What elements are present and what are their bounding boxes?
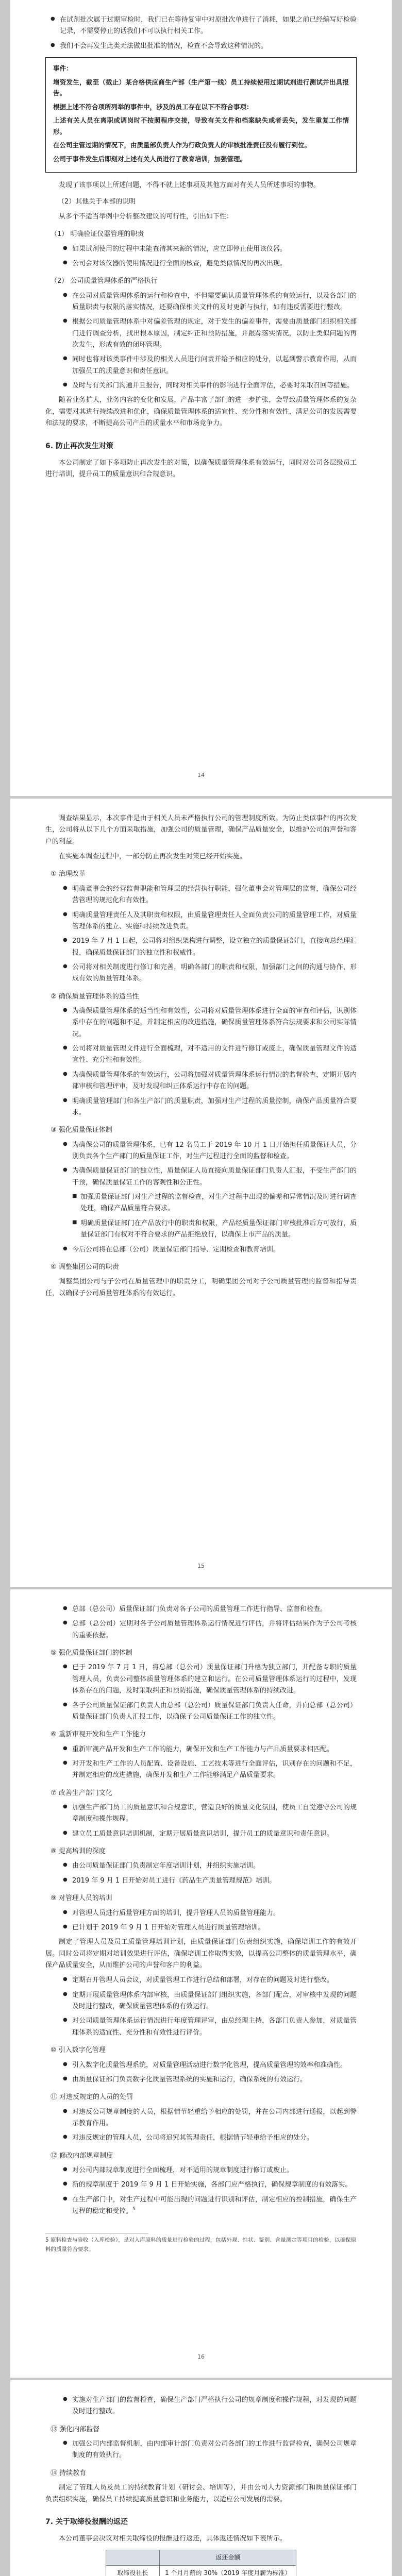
group-number: ⑩ bbox=[51, 2046, 57, 2055]
group-label: 调整集团公司的职责 bbox=[58, 1263, 119, 1271]
list bbox=[45, 1908, 357, 1934]
paragraph: 调查结果显示，本次事件是由于相关人员未严格执行公司的管理制度所致。为防止类似事件的再次发生，公司将从以下几个方面采取措施，加强公司的质量管理，确保产品质量安全，以维护公司的声誉和客户的利益。 bbox=[45, 815, 357, 845]
group-number: ③ bbox=[51, 1126, 57, 1134]
table-cell: 1 个月月薪的 30%（2019 年度月薪为标准） bbox=[160, 2565, 296, 2576]
paragraph: 调整集团公司与子公司在质量管理中的职责分工，明确集团公司对子公司质量管理的监督和指导责任，以确保子公司质量管理体系的有效运行。 bbox=[45, 1278, 357, 1297]
sub-list-item: ■ 明确质量保证部门在产品放行中的职责和权限，产品经质量保证部门审核批准后方可放行，质量保证部门有权对不符合要求的产品拒绝放行，以确保上市产品的质量。 bbox=[58, 1218, 357, 1241]
group-title bbox=[45, 2150, 357, 2162]
list bbox=[45, 2438, 357, 2462]
section-heading: 6. 防止再次发生对策 bbox=[45, 442, 113, 450]
list bbox=[45, 2194, 357, 2217]
table-cell: 取缔役社长 bbox=[106, 2565, 159, 2576]
list-item: ● 如果试剂使用的过程中未能查清其来源的情况，应立即停止使用该仪器。 bbox=[58, 244, 357, 255]
group-title bbox=[45, 991, 357, 1003]
list-item: ● 明确质量管理部门和各生产部门的质量职责，加强对生产过程的质量控制，确保产品质量符合要求。 bbox=[58, 1096, 357, 1119]
group-title bbox=[45, 276, 357, 287]
list bbox=[45, 1140, 357, 1256]
list-item: ● 加强生产部门员工的质量意识和合规意识，营造良好的质量文化氛围，使员工自觉遵守公司的规章制度和操作规程。 bbox=[58, 1802, 357, 1825]
group-title bbox=[45, 1262, 357, 1273]
page-number: 16 bbox=[197, 2353, 205, 2361]
list-item: ● 已于 2019 年 7 月 1 日，将总部（总公司）质量保证部门升格为独立部门，并配备专职的质量管理人员，负责公司整体质量管理体系的建立和运行。在公司质量管理体系运行的过程中，发现体系存在的问题，及时采取纠正和预防措施，确保质量管理体系的持续改进。 bbox=[58, 1662, 357, 1697]
document-page-16 bbox=[10, 1589, 392, 2378]
paragraph: 本公司制定了如下多项防止再次发生的对策，以确保质量管理体系有效运行，同时对公司各层级员工进行培训，提升员工的质量意识和合规意识。 bbox=[45, 459, 357, 478]
paragraph: 制定了管理人员及员工质量管理培训计划，由质量保证部门负责组织实施，确保培训工作的有效开展。同时公司将定期对培训效果进行评估，确保培训工作取得实效，以提高公司整体的质量管理水平，确保产品质量安全，从而维护公司的声誉和客户的利益。 bbox=[45, 1938, 357, 1969]
group-title bbox=[45, 1729, 357, 1740]
list-item: ● 对违反规定的管理人员，公司将追究其管理责任，根据情节轻重给予相应的处分。 bbox=[58, 2132, 357, 2144]
list-item: ● 由公司质量保证部门负责制定年度培训计划，并组织实施培训。 bbox=[58, 1860, 357, 1872]
list bbox=[45, 1860, 357, 1887]
list-item: ● 实施对生产部门的监督检查，确保生产部门严格执行公司的规章制度和操作规程，对发现的问题及时进行整改。 bbox=[58, 2395, 357, 2418]
list-item: ● 2019 年 9 月 1 日开始对员工进行《药品生产质量管理规范》培训。 bbox=[58, 1875, 357, 1887]
list-item: ● 公司将对相关制度进行修订和完善，明确各部门的职责和权限，加强部门之间的沟通与协作，形成有效的质量管理体系。 bbox=[58, 962, 357, 985]
footnote: 5 原料检查与验收（入库检验），是对入库原料的质量进行检验的过程，包括外观、性状、鉴别、含量测定等项目的检验，以确保原料的质量符合要求。 bbox=[45, 2236, 357, 2252]
list bbox=[45, 884, 357, 985]
list-item-text: 在生产部门中，对生产过程中可能出现的问题进行识别和评估，制定相应的控制措施，确保生产过程的稳定和受控。 bbox=[72, 2195, 357, 2215]
page-number: 14 bbox=[197, 772, 205, 779]
group-label: 对管理人员的培训 bbox=[58, 1894, 112, 1903]
incident-box-line: 公司于事件发生后即刻对上述有关人员进行了教育培训，加强管理。 bbox=[53, 155, 247, 163]
group-number: ⑬ bbox=[51, 2425, 58, 2433]
list-item: ● 2019 年 7 月 1 日起，公司将对组织架构进行调整，设立独立的质量保证部门，直接向总经理汇报，确保质量保证部门的独立性和权威性。 bbox=[58, 936, 357, 959]
list-item: ● 由质量保证部门负责数字化质量管理系统的实施和运行，确保系统的有效运行。 bbox=[58, 2074, 357, 2086]
paragraph: 从多个不适当举例中分析整改建议的可行性，引出如下性： bbox=[59, 212, 233, 221]
group-number: ⑪ bbox=[51, 2093, 58, 2102]
group-title bbox=[45, 2092, 357, 2103]
group-label: 明确验证仪器管理的职责 bbox=[70, 230, 144, 239]
list-item: ● 各子公司质量保证部门负责人由总部（总公司）质量保证部门负责人任命，并向总部（总公司）质量保证部门负责人汇报工作，以确保子公司质量保证工作的独立性。 bbox=[58, 1700, 357, 1723]
list-item bbox=[58, 2194, 357, 2217]
list-item: ● 同时也将对该类事件中涉及的相关人员进行问责并给予相应的处分，以起到警示教育作用，从而加强员工的质量意识和责任意识。 bbox=[58, 354, 357, 377]
subsection-title: （2）其他关于本部的说明 bbox=[58, 198, 136, 206]
group-number: ⑧ bbox=[51, 1848, 57, 1856]
group-number: ④ bbox=[51, 1263, 57, 1271]
list bbox=[45, 1604, 357, 1641]
group-label: 确保质量管理体系的适当性 bbox=[58, 992, 139, 1001]
group-label: 对违反规定的人员的处罚 bbox=[59, 2093, 133, 2102]
list bbox=[45, 2165, 357, 2191]
page-number: 15 bbox=[197, 1563, 205, 1570]
group-title bbox=[45, 869, 357, 880]
list bbox=[45, 2060, 357, 2086]
list-item: ● 为确保质量管理体系的有效运行，公司将加强对质量管理体系运行情况的监督检查，定期开展内部审核和管理评审，及时发现和纠正体系运行中存在的问题。 bbox=[58, 1070, 357, 1093]
group-number: ⑥ bbox=[51, 1731, 57, 1739]
list-item: ● 定期召开管理人员会议，对质量管理工作进行总结和部署，对存在的问题及时进行整改。 bbox=[58, 1975, 357, 1986]
group-label: 持续教育 bbox=[59, 2469, 87, 2477]
list-item: ● 明确质量管理责任人及其职责和权限，由质量管理责任人全面负责公司的质量管理工作，对质量管理体系的建立、实施和持续改进负责。 bbox=[58, 910, 357, 933]
paragraph: 本公司董事会决议对相关取缔役的报酬进行返还，具体返还情况如下表所示。 bbox=[59, 2534, 287, 2543]
list bbox=[45, 244, 357, 270]
list-item: ● 建立员工质量意识培训机制，定期开展质量意识培训，提升员工的质量意识和责任意识。 bbox=[58, 1828, 357, 1840]
group-title bbox=[45, 1125, 357, 1136]
list bbox=[45, 1975, 357, 2039]
group-label: 强化质量保证部门的体制 bbox=[58, 1649, 132, 1657]
footnote-reference: 5 bbox=[132, 2207, 136, 2212]
group-number: （1） bbox=[51, 230, 69, 239]
list bbox=[45, 291, 357, 392]
group-title bbox=[45, 1648, 357, 1659]
list-item: ● 为确保公司的质量管理体系，已有 12 名员工于 2019 年 10 月 1 日开始担任质量保证人员，分别负责各个生产部门的质量保证工作，对生产过程进行全面的监督和检查。 bbox=[58, 1140, 357, 1163]
list-item: ● 我们不会再发生此类无法做出批准的情况，检查不会导致这种情况的。 bbox=[45, 41, 357, 52]
list-item: ● 引入数字化质量管理系统，对质量管理活动进行数字化管理，提高质量管理的效率和准确性。 bbox=[58, 2060, 357, 2071]
incident-box-line: 根据上述不符合项所列举的事件中，涉及的员工存在以下不符合事项： bbox=[53, 103, 253, 111]
document-page-14 bbox=[10, 0, 392, 796]
paragraph: 随着业务扩大，业务内容的变化和发展，产品丰富了部门的进一步扩张，会导致质量管理体系的复杂化，需要对其进行持续改进和优化，确保质量管理体系的适宜性、充分性和有效性，满足公司的发展需要和法规的要求，不断提高公司产品的质量水平和市场竞争力。 bbox=[45, 396, 357, 428]
list-item: ● 对管理人员进行质量管理方面的培训，提升管理人员的质量管理能力。 bbox=[58, 1908, 357, 1919]
list-item: ● 根据公司质量管理体系中对偏差管理的规定，对于发生的偏差事件，需要由质量部门组织相关部门进行调查分析，找出根本原因，制定纠正和预防措施，并跟踪落实情况，以防止类似问题的再次发生，形成有效的闭环管理。 bbox=[58, 316, 357, 351]
group-number: ⑤ bbox=[51, 1649, 57, 1657]
incident-box-line: 增资发生，截至（截止）某合格供应商生产部（生产第一线）员工持续使用过期试剂进行测试并出具报告。 bbox=[53, 78, 349, 97]
list-item: ● 及时与有关部门沟通并且报告，同时对相关事件的影响进行全面评估，必要时采取召回等措施。 bbox=[58, 380, 357, 392]
list-item: ● 公司将对质量管理文件进行全面梳理，对不适用的文件进行修订或废止，确保质量管理文件的适宜性、充分性和有效性。 bbox=[58, 1043, 357, 1066]
group-label: 修改内部规章制度 bbox=[59, 2151, 113, 2160]
list bbox=[45, 1802, 357, 1840]
paragraph: 在实施本调查过程中，一部分防止再次发生对策已经开始实施。 bbox=[59, 853, 247, 861]
list-item: ● 定期开展质量管理体系内部审核，由质量保证部门组织实施，各部门配合，对审核中发现的问题及时进行整改，确保质量管理体系的有效运行。 bbox=[58, 1990, 357, 2013]
incident-box bbox=[45, 57, 357, 173]
group-number: ⑫ bbox=[51, 2151, 58, 2160]
list-item: ● 对违反公司规章制度的人员，根据情节轻重给予相应的处罚，并在公司内部进行通报，以起到警示教育作用。 bbox=[58, 2107, 357, 2130]
list-item: ● 新的规章制度于 2019 年 9 月 1 日开始实施，各部门应严格执行，确保规章制度的有效落实。 bbox=[58, 2179, 357, 2191]
list-item: ● 在试剂批次属于过期审检时，我们已在等待复审中对原批次单进行了消耗，如果之前已经编写好检验记录，不需要停止的话我们不可以执行相关工作。 bbox=[45, 14, 357, 38]
list bbox=[45, 1744, 357, 1782]
list-item: ● 为确保质量管理体系的适当性和有效性，公司将对质量管理体系进行全面的审查和评估，识别体系中存在的问题和不足，并制定相应的改进措施，确保质量管理体系符合法规要求和公司实际情况。 bbox=[58, 1006, 357, 1040]
group-label: 强化质量保证体制 bbox=[58, 1126, 112, 1134]
group-title bbox=[45, 2045, 357, 2056]
list-item: ● 对公司内部规章制度进行全面梳理，对不适用的规章制度进行修订或废止。 bbox=[58, 2165, 357, 2176]
group-label: 改善生产部门文化 bbox=[58, 1789, 112, 1797]
group-number: ⑨ bbox=[51, 1894, 57, 1903]
group-label: 治理改革 bbox=[58, 870, 86, 878]
list-item: ● 对公司质量管理体系运行情况进行年度管理评审，由总经理主持，各部门负责人参加，对质量管理体系的适宜性、充分性和有效性进行评价。 bbox=[58, 2015, 357, 2039]
paragraph: 制定了管理人员及员工的持续教育计划（研讨会、培训等），并由公司人力资源部门和质量保证部门负责组织实施，确保员工持续提高质量意识和业务能力，以适应公司发展的需要。 bbox=[45, 2484, 357, 2503]
table-row bbox=[106, 2565, 296, 2576]
list-item: ● 对开发和生产工作的人员配置、设备设施、工艺技术等进行全面评估，识别存在的问题和不足，并制定相应的改进措施，确保开发和生产工作能够满足产品质量要求。 bbox=[58, 1758, 357, 1782]
list bbox=[45, 1662, 357, 1723]
list-item: ● 已计划于 2019 年 9 月 1 日开始对管理人员进行质量管理培训。 bbox=[58, 1922, 357, 1934]
group-number: ⑦ bbox=[51, 1789, 57, 1797]
table-header-cell bbox=[106, 2550, 159, 2566]
group-title bbox=[45, 2424, 357, 2435]
list-item: ● 明确董事会的经营监督职能和管理层的经营执行职能，强化董事会对管理层的监督，确保公司经营管理的规范化和有效性。 bbox=[58, 884, 357, 907]
paragraph: 发现了该事项以上所述问题，不得不就上述事项及其他方面对有关人员所述事项的事物。 bbox=[59, 181, 321, 190]
remuneration-table bbox=[106, 2550, 297, 2576]
incident-box-title: 事件： bbox=[53, 64, 73, 73]
sub-list-item: ■ 加强质量保证部门对生产过程的监督检查，对生产过程中出现的偏差和异常情况及时进行调查处理，确保产品质量符合要求。 bbox=[58, 1192, 357, 1215]
group-number: ⑭ bbox=[51, 2469, 58, 2477]
group-number: ① bbox=[51, 870, 57, 878]
group-title bbox=[45, 1846, 357, 1857]
list-item: ● 为确保质量保证部门的独立性，质量保证人员直接向质量保证部门负责人汇报，不受生产部门的干预，确保质量保证工作的客观性和公正性。 bbox=[58, 1165, 357, 1189]
list-item: ● 加强公司内部监督机制，由内部审计部门负责对公司各部门的工作进行监督检查，确保公司规章制度的有效执行。 bbox=[58, 2438, 357, 2462]
group-label: 强化内部监督 bbox=[59, 2425, 100, 2433]
group-label: 引入数字化管理 bbox=[58, 2046, 106, 2055]
group-number: ② bbox=[51, 992, 57, 1001]
list bbox=[45, 2395, 357, 2418]
list-item: ● 总部（总公司）质量保证部门负责对各子公司的质量管理工作进行指导、监督和检查。 bbox=[58, 1604, 357, 1615]
list bbox=[45, 1006, 357, 1118]
group-title bbox=[45, 229, 357, 240]
group-title bbox=[45, 1788, 357, 1799]
group-label: 提高培训的深度 bbox=[58, 1848, 106, 1856]
section-heading: 7. 关于取缔役报酬的返还 bbox=[45, 2517, 128, 2526]
list bbox=[45, 2107, 357, 2144]
list-item: ● 公司会对该仪器的使用情况进行全面的核查，避免类似情况的再次出现。 bbox=[58, 258, 357, 269]
document-page-15 bbox=[10, 799, 392, 1587]
group-title bbox=[45, 2468, 357, 2479]
list-item: ● 总部（总公司）定期对各子公司质量管理体系运行情况进行评估，并将评估结果作为子公司考核的重要依据。 bbox=[58, 1618, 357, 1641]
incident-box-line: 在公司主管过期的情况下，由质量部负责人作为行政负责人的审核批准责任没有履行到位。 bbox=[53, 141, 311, 149]
group-number: （2） bbox=[51, 277, 69, 285]
list-item: ● 今后公司将在总部（公司）质量保证部门指导、定期检查和教育培训。 bbox=[58, 1244, 357, 1256]
list-item: ● 重新审视产品开发和生产工作的能力，确保开发和生产工作能力与产品质量要求相匹配。 bbox=[58, 1744, 357, 1755]
table-header-row bbox=[106, 2550, 296, 2566]
document-page-17 bbox=[10, 2380, 392, 2576]
group-label: 重新审视开发和生产工作能力 bbox=[58, 1731, 146, 1739]
group-label: 公司质量管理体系的严格执行 bbox=[70, 277, 158, 285]
incident-box-line: 上述有关人员在离职或调岗时不按照程序交接，导致有关文件和档案缺失或者丢失，发生重复工作情形。 bbox=[53, 116, 349, 135]
table-header-cell: 返还金额 bbox=[160, 2550, 296, 2566]
group-title bbox=[45, 1893, 357, 1904]
list-item: ● 在公司对质量管理体系的运行和检查中，不但需要确认质量管理体系的有效运行，以及各部门的质量职责与权限的落实情况，还要确保相关文件的及时更新与执行，如有违反需要进行整改。 bbox=[58, 291, 357, 314]
